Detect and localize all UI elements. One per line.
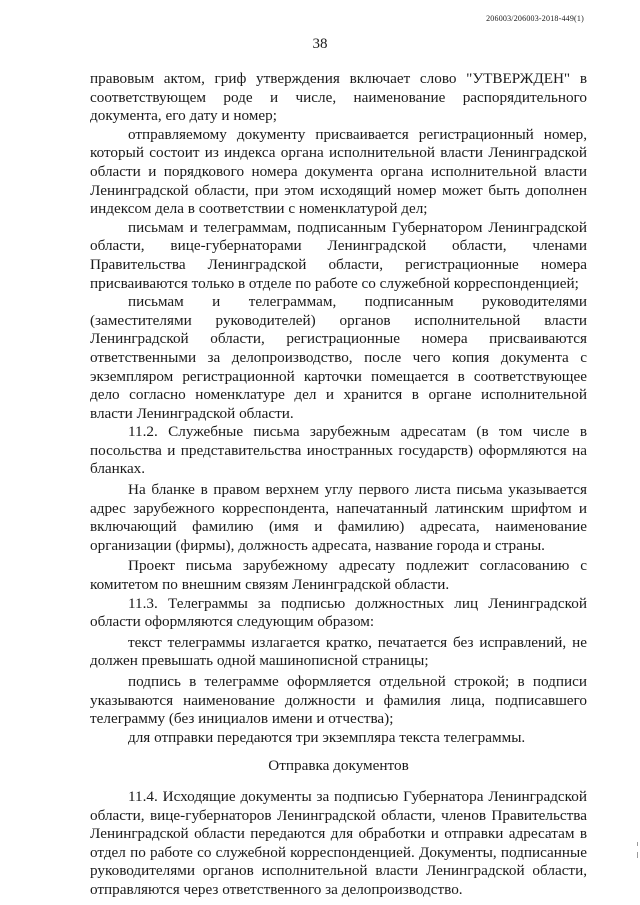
page-number: 38 <box>312 36 328 52</box>
paragraph: 11.2. Служебные письма зарубежным адресатам (в том числе в посольства и представительства иностранных государств) оформляются на бланках. <box>90 423 587 478</box>
scan-edge-mark <box>637 852 638 858</box>
scan-edge-mark <box>637 842 638 846</box>
paragraph: письмам и телеграммам, подписанным руководителями (заместителями руководителей) органов исполнительной власти Ленинградской области, регистрационные номера присваиваются ответственными за делопроизводство, после чего копия документа с экземпляром регистрационной карточки помещается в соответствующее дело согласно номенклатуре дел и хранится в органе исполнительной власти Ленинградской области. <box>90 293 587 422</box>
document-body <box>90 70 587 900</box>
paragraph: текст телеграммы излагается кратко, печатается без исправлений, не должен превышать одной машинописной страницы; <box>90 633 587 670</box>
paragraph: 11.4. Исходящие документы за подписью Губернатора Ленинградской области, вице-губернаторов Ленинградской области, членов Правительства Ленинградской области передаются для обработки и отправки адресатам в отдел по работе со служебной корреспонденцией. Документы, подписанные руководителями органов исполнительной власти Ленинградской области, отправляются через ответственного за делопроизводство. <box>90 787 587 898</box>
paragraph: подпись в телеграмме оформляется отдельной строкой; в подписи указываются наименование должности и фамилия лица, подписавшего телеграмму (без инициалов имени и отчества); <box>90 673 587 728</box>
section-heading: Отправка документов <box>268 757 409 775</box>
paragraph: правовым актом, гриф утверждения включает слово "УТВЕРЖДЕН" в соответствующем роде и числе, наименование распорядительного документа, его дату и номер; <box>90 70 587 125</box>
paragraph: На бланке в правом верхнем углу первого листа письма указывается адрес зарубежного корреспондента, напечатанный латинским шрифтом и включающий фамилию (имя и фамилию) адресата, наименование организации (фирмы), должность адресата, название города и страны. <box>90 481 587 554</box>
paragraph: для отправки передаются три экземпляра текста телеграммы. <box>128 728 526 746</box>
paragraph: 11.3. Телеграммы за подписью должностных лиц Ленинградской области оформляются следующим образом: <box>90 594 587 631</box>
document-code: 206003/206003-2018-449(1) <box>486 14 584 23</box>
paragraph: Проект письма зарубежному адресату подлежит согласованию с комитетом по внешним связям Ленинградской области. <box>90 557 587 594</box>
paragraph: письмам и телеграммам, подписанным Губернатором Ленинградской области, вице-губернаторами Ленинградской области, членами Правительства Ленинградской области, регистрационные номера присваиваются только в отделе по работе со служебной корреспонденцией; <box>90 218 587 292</box>
paragraph: отправляемому документу присваивается регистрационный номер, который состоит из индекса органа исполнительной власти Ленинградской области и порядкового номера документа органа исполнительной власти Ленинградской области, при этом исходящий номер может быть дополнен индексом дела в соответствии с номенклатурой дел; <box>90 125 587 218</box>
